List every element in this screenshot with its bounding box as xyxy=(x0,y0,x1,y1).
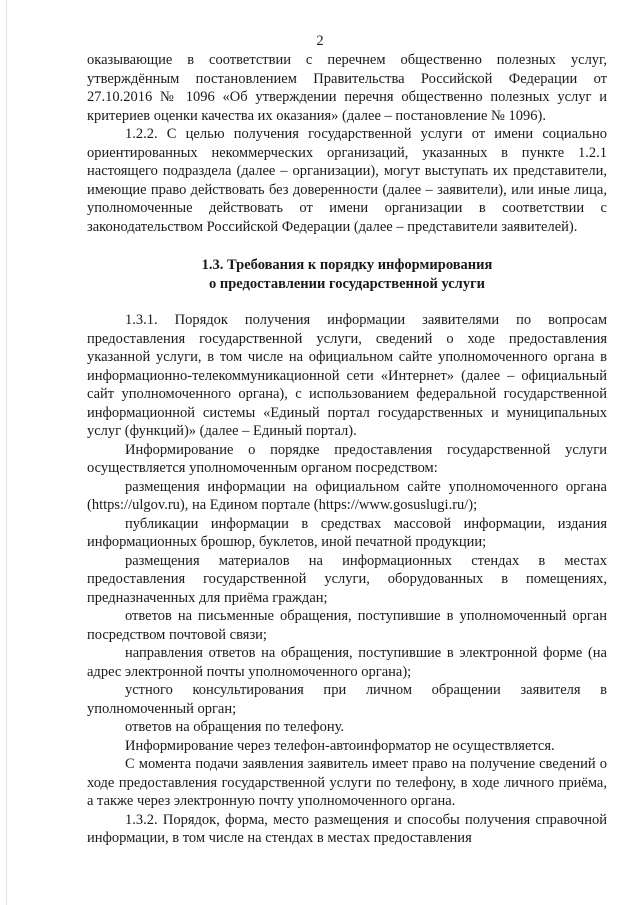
section-heading-line-2: о предоставлении государственной услуги xyxy=(208,275,486,292)
list-item: ответов на обращения по телефону. xyxy=(125,719,345,735)
binding-margin-line xyxy=(6,0,7,905)
page-number: 2 xyxy=(316,33,324,49)
list-item: публикации информации в средствах массовой информации, издания информационных брошюр, буклетов, иной печатной продукции; xyxy=(87,515,607,550)
list-item: ответов на письменные обращения, поступившие в уполномоченный орган посредством почтовой связи; xyxy=(87,608,607,643)
paragraph: Информирование через телефон-автоинформатор не осуществляется. xyxy=(125,737,555,754)
paragraph-1-3-2: 1.3.2. Порядок, форма, место размещения и способы получения справочной информации, в том числе на стендах в местах предоставления xyxy=(87,811,607,846)
section-heading-1-3 xyxy=(87,256,607,293)
list-item: размещения материалов на информационных стендах в местах предоставления государственной услуги, оборудованных в помещениях, предназначенных для приёма граждан; xyxy=(87,552,607,606)
paragraph: Информирование о порядке предоставления государственной услуги осуществляется уполномоченным органом посредством: xyxy=(87,441,607,476)
paragraph-1-3-1: 1.3.1. Порядок получения информации заявителями по вопросам предоставления государственной услуги, сведений о ходе предоставления указанной услуги, в том числе на официальном сайте уполномоченного органа в информационно-телекоммуникационной сети «Интернет» (далее – официальный сайт уполномоченного органа), с использованием федеральной государственной информационной системы «Единый портал государственных и муниципальных услуг (функций)» (далее – Единый портал). xyxy=(87,312,607,439)
list-item: направления ответов на обращения, поступившие в электронной форме (на адрес электронной почты уполномоченного органа); xyxy=(87,645,607,680)
paragraph-1-2-2: 1.2.2. С целью получения государственной услуги от имени социально ориентированных некоммерческих организаций, указанных в пункте 1.2.1 настоящего подраздела (далее – организации), могут выступать их представители, имеющие право действовать без доверенности (далее – заявители), или иные лица, уполномоченные действовать от имени организации в соответствии с законодательством Российской Федерации (далее – представители заявителей). xyxy=(87,126,607,235)
paragraph: оказывающие в соответствии с перечнем общественно полезных услуг, утверждённым постановлением Правительства Российской Федерации от 27.10.2016 № 1096 «Об утверждении перечня общественно полезных услуг и критериев оценки качества их оказания» (далее – постановление № 1096). xyxy=(87,52,607,124)
list-item: устного консультирования при личном обращении заявителя в уполномоченный орган; xyxy=(87,682,607,717)
paragraph: С момента подачи заявления заявитель имеет право на получение сведений о ходе предоставления государственной услуги по телефону, в ходе личного приёма, а также через электронную почту уполномоченного органа. xyxy=(87,756,607,809)
list-item: размещения информации на официальном сайте уполномоченного органа (https://ulgov.ru), на Едином портале (https://www.gosuslugi.ru/); xyxy=(87,478,607,513)
section-heading-line-1: 1.3. Требования к порядку информирования xyxy=(201,257,493,273)
document-body xyxy=(87,51,607,848)
